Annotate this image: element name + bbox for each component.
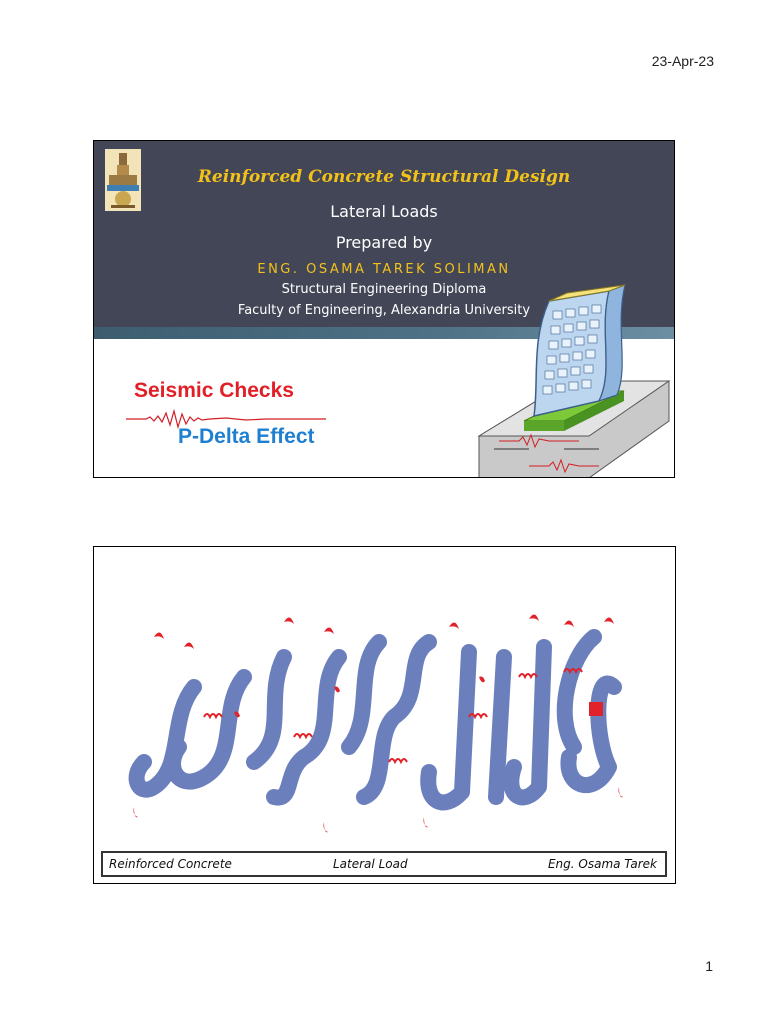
slide-title: Reinforced Concrete Structural Design [197,167,571,187]
slide-subtitle: Lateral Loads [330,202,438,221]
prepared-by-label: Prepared by [335,233,433,252]
footer-topic: Lateral Load [333,857,408,871]
page-number: 1 [705,958,713,974]
footer-author: Eng. Osama Tarek [547,857,657,871]
slide-title-card [93,140,675,478]
faculty-line: Faculty of Engineering, Alexandria University [237,303,531,318]
diploma-line: Structural Engineering Diploma [281,282,487,297]
building-deflection-icon [469,271,675,478]
heading-seismic-checks: Seismic Checks [134,379,294,402]
slide-footer [101,851,667,877]
author-name: ENG. OSAMA TAREK SOLIMAN [257,262,511,277]
basmala-calligraphy-icon [124,597,634,857]
slide-basmala [93,546,676,884]
footer-course: Reinforced Concrete [109,857,232,871]
header-date: 23-Apr-23 [651,53,714,69]
heading-p-delta: P-Delta Effect [178,425,315,448]
